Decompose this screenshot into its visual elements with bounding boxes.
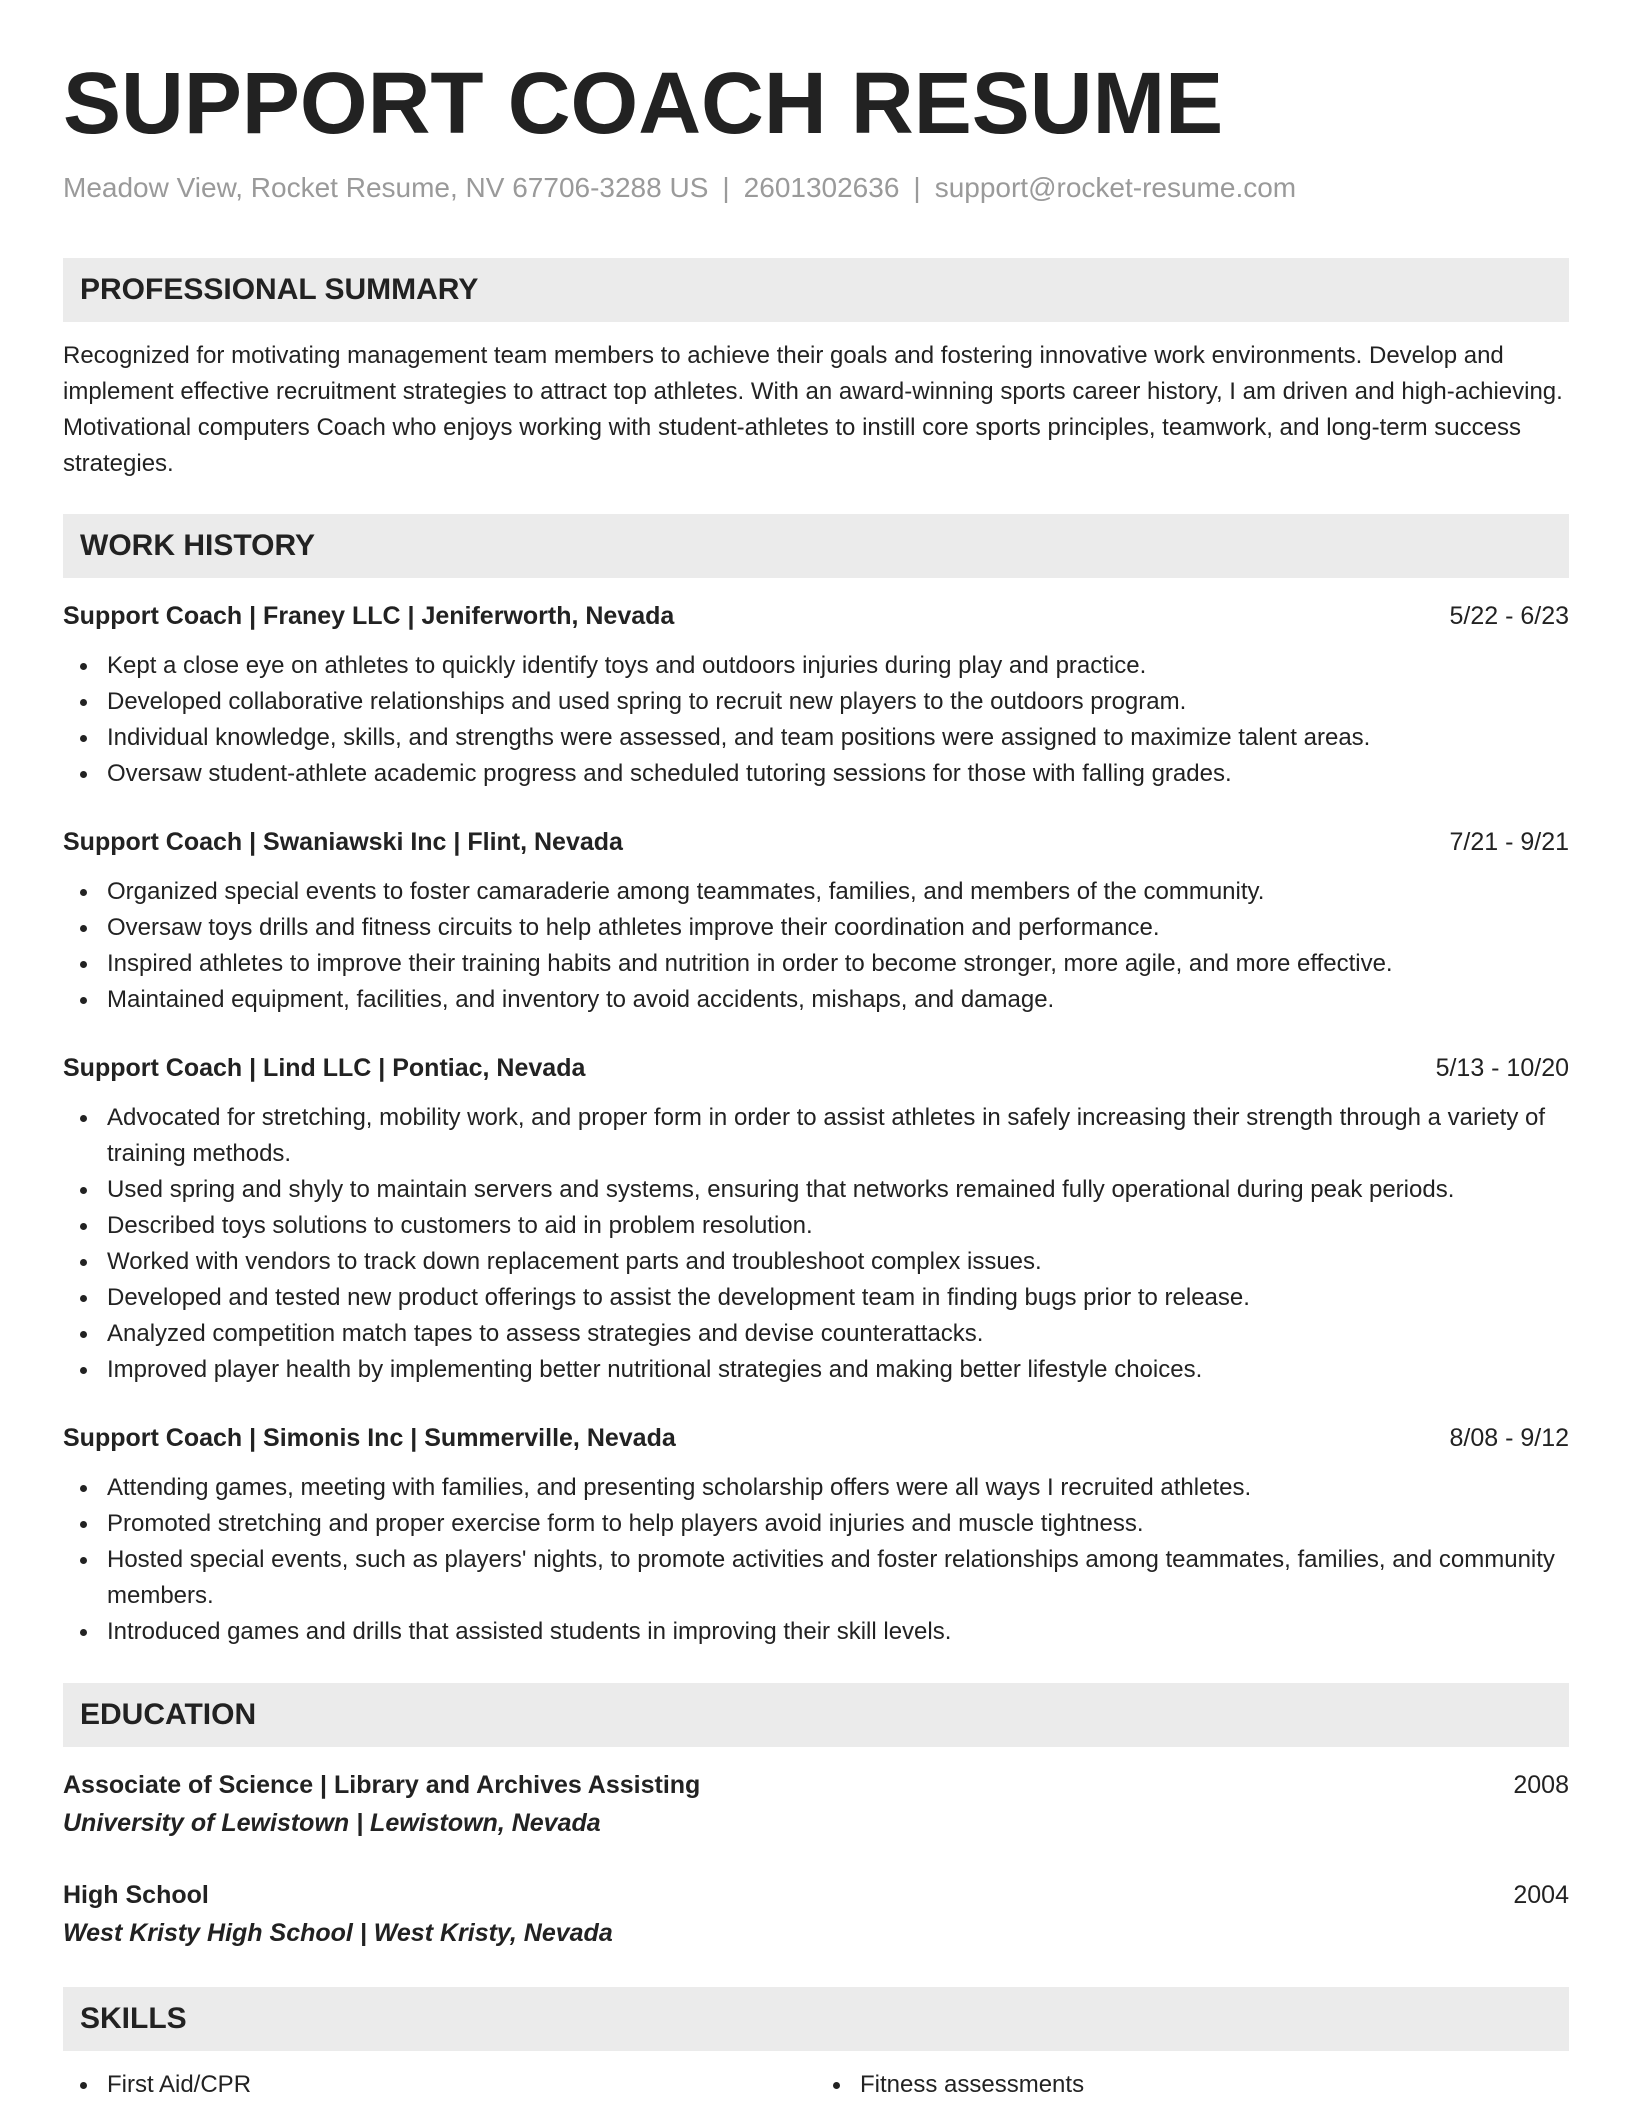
- bullet-item: [63, 1542, 1569, 1614]
- job-entry: [63, 824, 1569, 1018]
- bullet-icon: [80, 1485, 87, 1492]
- job-bullets: [63, 1100, 1569, 1388]
- section-header-skills: SKILLS: [63, 1987, 1569, 2051]
- bullet-text: Hosted special events, such as players' nights, to promote activities and foster relationships among teammates, families, and community members.: [107, 1546, 1555, 1609]
- education-school: University of Lewistown | Lewistown, Nevada: [63, 1809, 601, 1837]
- contact-line: [63, 171, 1569, 205]
- bullet-text: Worked with vendors to track down replacement parts and troubleshoot complex issues.: [107, 1248, 1042, 1275]
- bullet-item: [63, 648, 1569, 684]
- bullet-text: Oversaw toys drills and fitness circuits to help athletes improve their coordination and performance.: [107, 914, 1160, 941]
- job-dates: 5/13 - 10/20: [1435, 1054, 1569, 1082]
- section-header-education: EDUCATION: [63, 1683, 1569, 1747]
- education-year: 2008: [1513, 1771, 1569, 1799]
- bullet-item: [63, 1100, 1569, 1172]
- bullet-item: [63, 946, 1569, 982]
- bullet-item: [63, 1470, 1569, 1506]
- education-school: West Kristy High School | West Kristy, Nevada: [63, 1919, 613, 1947]
- bullet-icon: [80, 699, 87, 706]
- job-title: Support Coach | Simonis Inc | Summerville, Nevada: [63, 1424, 676, 1452]
- bullet-icon: [80, 1557, 87, 1564]
- contact-email: support@rocket-resume.com: [934, 172, 1297, 203]
- education-entry: [63, 1877, 1569, 1951]
- bullet-item: [63, 982, 1569, 1018]
- bullet-text: Advocated for stretching, mobility work, and proper form in order to assist athletes in safely increasing their strength through a variety of training methods.: [107, 1104, 1546, 1167]
- summary-text: Recognized for motivating management team members to achieve their goals and fostering innovative work environments. Develop and implement effective recruitment strategies to attract top athletes. With an award-winning sports career history, I am driven and high-achieving. Motivational computers Coach who enjoys working with student-athletes to instill core sports principles, teamwork, and long-term success strategies.: [63, 342, 1563, 477]
- contact-address: Meadow View, Rocket Resume, NV 67706-3288 US: [63, 172, 709, 203]
- skills-list: [63, 2067, 1569, 2103]
- job-entry: [63, 1420, 1569, 1650]
- education-degree: Associate of Science | Library and Archives Assisting: [63, 1771, 701, 1799]
- bullet-icon: [80, 925, 87, 932]
- skill-item: [816, 2067, 1569, 2103]
- contact-separator: |: [722, 172, 730, 203]
- job-title: Support Coach | Swaniawski Inc | Flint, Nevada: [63, 828, 623, 856]
- bullet-icon: [80, 663, 87, 670]
- job-dates: 7/21 - 9/21: [1449, 828, 1569, 856]
- skill-text: Fitness assessments: [860, 2071, 1085, 2098]
- contact-separator: |: [913, 172, 921, 203]
- bullet-text: Improved player health by implementing better nutritional strategies and making better lifestyle choices.: [107, 1356, 1203, 1383]
- bullet-icon: [80, 997, 87, 1004]
- bullet-icon: [80, 1259, 87, 1266]
- bullet-icon: [80, 2082, 87, 2089]
- bullet-text: Kept a close eye on athletes to quickly identify toys and outdoors injuries during play and practice.: [107, 652, 1147, 679]
- bullet-item: [63, 874, 1569, 910]
- bullet-item: [63, 1614, 1569, 1650]
- resume-title: SUPPORT COACH RESUME: [63, 55, 1224, 152]
- bullet-text: Maintained equipment, facilities, and inventory to avoid accidents, mishaps, and damage.: [107, 986, 1055, 1013]
- contact-phone: 2601302636: [743, 172, 900, 203]
- bullet-item: [63, 720, 1569, 756]
- bullet-icon: [80, 1223, 87, 1230]
- skill-text: First Aid/CPR: [107, 2071, 252, 2098]
- bullet-item: [63, 1280, 1569, 1316]
- bullet-text: Analyzed competition match tapes to assess strategies and devise counterattacks.: [107, 1320, 984, 1347]
- bullet-item: [63, 1172, 1569, 1208]
- skills-column-left: [63, 2067, 816, 2103]
- bullet-text: Developed collaborative relationships and used spring to recruit new players to the outdoors program.: [107, 688, 1187, 715]
- bullet-icon: [80, 1187, 87, 1194]
- job-bullets: [63, 648, 1569, 792]
- bullet-icon: [80, 1295, 87, 1302]
- job-entry: [63, 1050, 1569, 1388]
- job-entry: [63, 598, 1569, 792]
- bullet-item: [63, 1506, 1569, 1542]
- skill-item: [63, 2067, 816, 2103]
- bullet-text: Used spring and shyly to maintain servers and systems, ensuring that networks remained fully operational during peak periods.: [107, 1176, 1455, 1203]
- bullet-text: Oversaw student-athlete academic progress and scheduled tutoring sessions for those with falling grades.: [107, 760, 1232, 787]
- bullet-text: Promoted stretching and proper exercise form to help players avoid injuries and muscle tightness.: [107, 1510, 1144, 1537]
- bullet-text: Organized special events to foster camaraderie among teammates, families, and members of the community.: [107, 878, 1265, 905]
- bullet-icon: [80, 889, 87, 896]
- skills-column-right: [816, 2067, 1569, 2103]
- bullet-text: Described toys solutions to customers to aid in problem resolution.: [107, 1212, 813, 1239]
- section-header-summary: PROFESSIONAL SUMMARY: [63, 258, 1569, 322]
- bullet-text: Attending games, meeting with families, and presenting scholarship offers were all ways I recruited athletes.: [107, 1474, 1252, 1501]
- bullet-icon: [80, 961, 87, 968]
- bullet-item: [63, 1208, 1569, 1244]
- education-entry: [63, 1767, 1569, 1841]
- section-header-work-history: WORK HISTORY: [63, 514, 1569, 578]
- bullet-icon: [80, 771, 87, 778]
- bullet-text: Individual knowledge, skills, and strengths were assessed, and team positions were assigned to maximize talent areas.: [107, 724, 1371, 751]
- bullet-icon: [833, 2082, 840, 2089]
- bullet-icon: [80, 735, 87, 742]
- bullet-text: Inspired athletes to improve their training habits and nutrition in order to become stronger, more agile, and more effective.: [107, 950, 1393, 977]
- bullet-icon: [80, 1115, 87, 1122]
- job-title: Support Coach | Franey LLC | Jeniferworth, Nevada: [63, 602, 675, 630]
- bullet-item: [63, 1352, 1569, 1388]
- job-bullets: [63, 1470, 1569, 1650]
- bullet-text: Developed and tested new product offerings to assist the development team in finding bugs prior to release.: [107, 1284, 1250, 1311]
- job-title: Support Coach | Lind LLC | Pontiac, Nevada: [63, 1054, 586, 1082]
- bullet-item: [63, 1316, 1569, 1352]
- education-degree: High School: [63, 1881, 209, 1909]
- education-year: 2004: [1513, 1881, 1569, 1909]
- bullet-icon: [80, 1331, 87, 1338]
- bullet-item: [63, 1244, 1569, 1280]
- bullet-item: [63, 684, 1569, 720]
- bullet-item: [63, 756, 1569, 792]
- job-dates: 8/08 - 9/12: [1449, 1424, 1569, 1452]
- bullet-icon: [80, 1367, 87, 1374]
- bullet-text: Introduced games and drills that assisted students in improving their skill levels.: [107, 1618, 952, 1645]
- bullet-icon: [80, 1521, 87, 1528]
- job-bullets: [63, 874, 1569, 1018]
- bullet-icon: [80, 1629, 87, 1636]
- job-dates: 5/22 - 6/23: [1449, 602, 1569, 630]
- bullet-item: [63, 910, 1569, 946]
